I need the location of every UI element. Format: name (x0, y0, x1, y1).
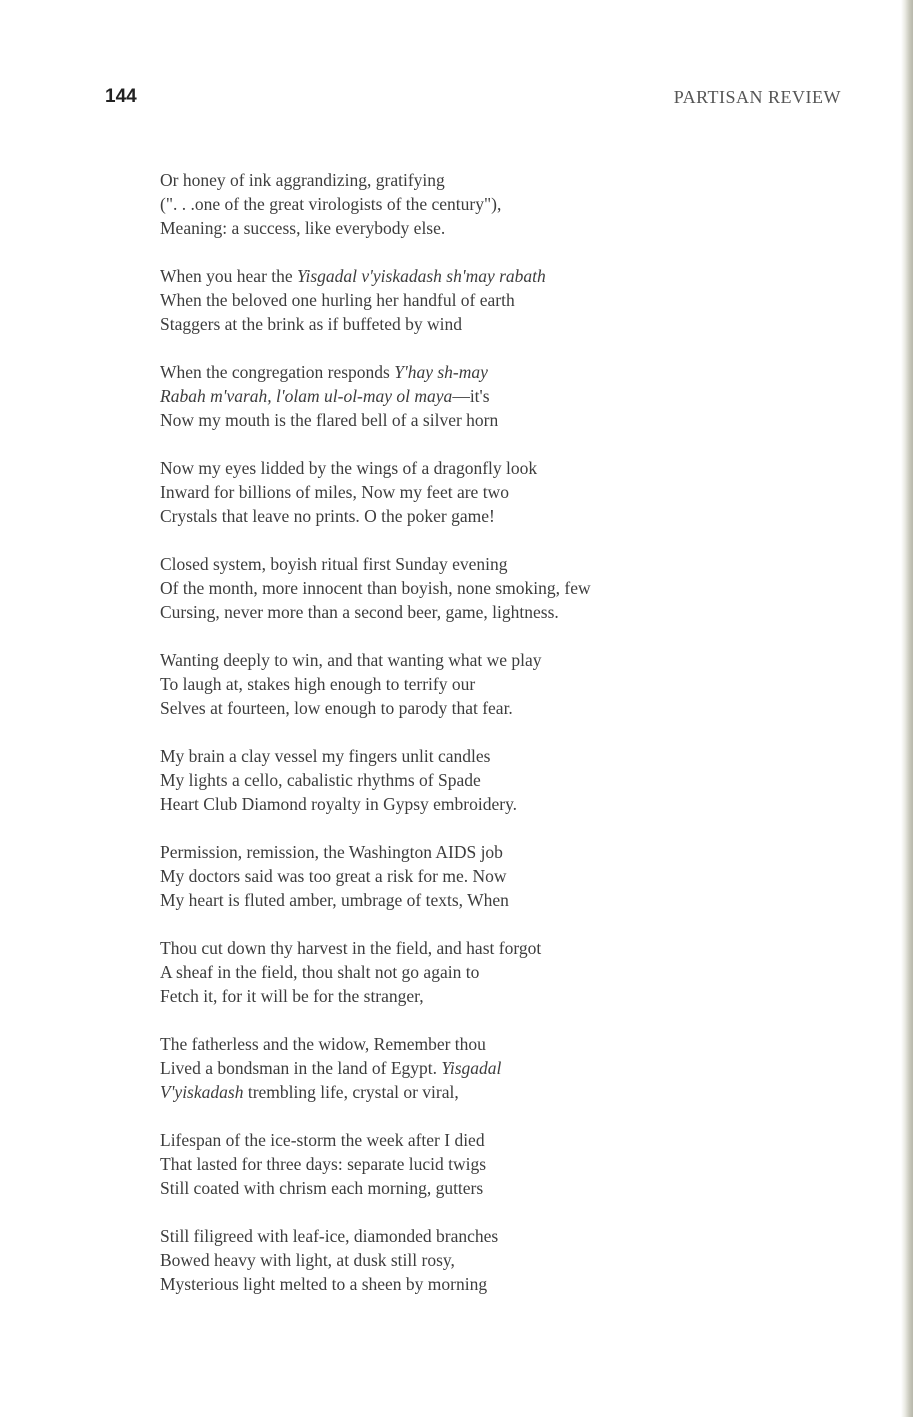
stanza (160, 552, 760, 624)
stanza (160, 456, 760, 528)
line-text: Fetch it, for it will be for the stranger, (160, 986, 424, 1006)
stanza (160, 264, 760, 336)
page-header (105, 86, 841, 114)
poem-line (160, 456, 760, 480)
line-text: The fatherless and the widow, Remember thou (160, 1034, 486, 1054)
stanza (160, 936, 760, 1008)
poem-line (160, 264, 760, 288)
stanza (160, 648, 760, 720)
line-text: Meaning: a success, like everybody else. (160, 218, 446, 238)
poem-line (160, 1032, 760, 1056)
italic-text: Y'hay sh-may (394, 362, 488, 382)
poem-line (160, 1224, 760, 1248)
poem-line (160, 600, 760, 624)
line-text: Thou cut down thy harvest in the field, and hast forgot (160, 938, 542, 958)
poem-line (160, 1152, 760, 1176)
line-text: Crystals that leave no prints. O the poker game! (160, 506, 495, 526)
poem-line (160, 216, 760, 240)
stanza (160, 1128, 760, 1200)
poem-line (160, 1272, 760, 1296)
line-text: My lights a cello, cabalistic rhythms of Spade (160, 770, 481, 790)
poem-line (160, 1080, 760, 1104)
line-text: Bowed heavy with light, at dusk still rosy, (160, 1250, 455, 1270)
poem-line (160, 768, 760, 792)
poem-line (160, 504, 760, 528)
poem-line (160, 1248, 760, 1272)
line-text: Lifespan of the ice-storm the week after I died (160, 1130, 485, 1150)
poem-line (160, 888, 760, 912)
line-text: Lived a bondsman in the land of Egypt. (160, 1058, 442, 1078)
italic-text: Rabah m'varah, l'olam ul-ol-may ol maya (160, 386, 453, 406)
running-head: PARTISAN REVIEW (673, 87, 841, 107)
line-text: That lasted for three days: separate lucid twigs (160, 1154, 487, 1174)
poem-line (160, 1176, 760, 1200)
line-text: When you hear the (160, 266, 298, 286)
poem-line (160, 168, 760, 192)
line-text: Inward for billions of miles, Now my feet are two (160, 482, 509, 502)
line-text: My brain a clay vessel my fingers unlit candles (160, 746, 491, 766)
line-text: Now my mouth is the flared bell of a silver horn (160, 410, 499, 430)
stanza (160, 360, 760, 432)
line-text: Still coated with chrism each morning, gutters (160, 1178, 484, 1198)
poem-line (160, 1128, 760, 1152)
poem-line (160, 360, 760, 384)
poem-line (160, 984, 760, 1008)
stanza (160, 840, 760, 912)
poem-line (160, 480, 760, 504)
line-text: Mysterious light melted to a sheen by morning (160, 1274, 488, 1294)
line-text: My heart is fluted amber, umbrage of texts, When (160, 890, 509, 910)
line-text: Now my eyes lidded by the wings of a dragonfly look (160, 458, 538, 478)
stanza (160, 744, 760, 816)
poem-line (160, 192, 760, 216)
line-text: When the congregation responds (160, 362, 395, 382)
line-text: Selves at fourteen, low enough to parody that fear. (160, 698, 513, 718)
poem-line (160, 1056, 760, 1080)
poem-line (160, 408, 760, 432)
italic-text: V'yiskadash (160, 1082, 244, 1102)
poem-line (160, 840, 760, 864)
stanza (160, 168, 760, 240)
poem-line (160, 936, 760, 960)
poem-line (160, 648, 760, 672)
poem-line (160, 672, 760, 696)
poem-line (160, 288, 760, 312)
line-text: To laugh at, stakes high enough to terrify our (160, 674, 476, 694)
poem-line (160, 312, 760, 336)
poem-line (160, 696, 760, 720)
line-text: Permission, remission, the Washington AIDS job (160, 842, 503, 862)
poem-body (160, 168, 760, 1320)
page-number: 144 (105, 86, 137, 107)
line-text: My doctors said was too great a risk for me. Now (160, 866, 507, 886)
line-text: Wanting deeply to win, and that wanting what we play (160, 650, 542, 670)
line-text: Of the month, more innocent than boyish, none smoking, few (160, 578, 591, 598)
line-text: Cursing, never more than a second beer, game, lightness. (160, 602, 559, 622)
line-text: A sheaf in the field, thou shalt not go again to (160, 962, 480, 982)
line-text: When the beloved one hurling her handful of earth (160, 290, 515, 310)
stanza (160, 1224, 760, 1296)
line-text: Or honey of ink aggrandizing, gratifying (160, 170, 445, 190)
poem-line (160, 552, 760, 576)
line-text: Staggers at the brink as if buffeted by wind (160, 314, 462, 334)
line-text: Closed system, boyish ritual first Sunday evening (160, 554, 508, 574)
italic-text: Yisgadal (441, 1058, 502, 1078)
poem-line (160, 960, 760, 984)
poem-line (160, 792, 760, 816)
line-text: —it's (452, 386, 490, 406)
line-text: Still filigreed with leaf-ice, diamonded branches (160, 1226, 499, 1246)
page-edge-shadow (901, 0, 913, 1417)
italic-text: Yisgadal v'yiskadash sh'may rabath (297, 266, 546, 286)
poem-line (160, 864, 760, 888)
line-text: Heart Club Diamond royalty in Gypsy embroidery. (160, 794, 518, 814)
poem-line (160, 576, 760, 600)
poem-line (160, 384, 760, 408)
stanza (160, 1032, 760, 1104)
line-text: (". . .one of the great virologists of the century"), (160, 194, 502, 214)
line-text: trembling life, crystal or viral, (243, 1082, 459, 1102)
poem-line (160, 744, 760, 768)
